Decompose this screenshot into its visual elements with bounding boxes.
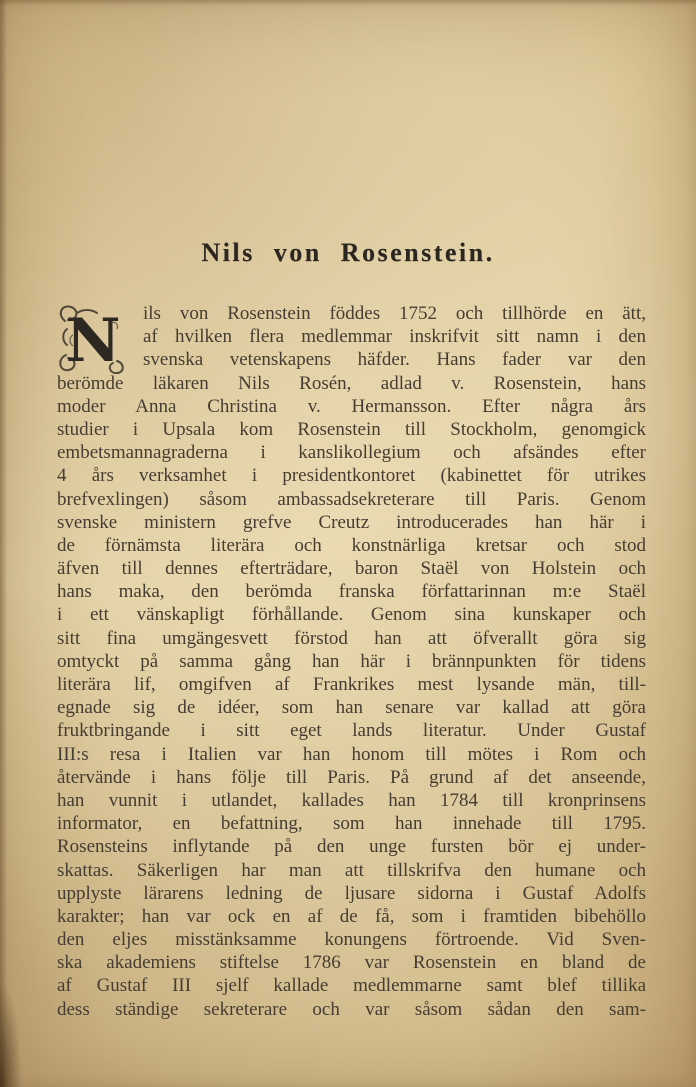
body-text <box>57 302 646 1021</box>
page-corner-shadow <box>0 977 22 1087</box>
text-line: literära lif, omgifven af Frankrikes mest lysande män, till- <box>57 674 646 695</box>
text-line: ska akademiens stiftelse 1786 var Rosenstein en bland de <box>57 952 646 974</box>
page-edge-shading-top <box>0 0 696 6</box>
text-line: brefvexlingen) såsom ambassadsekreterare till Paris. Genom <box>57 488 646 510</box>
text-line: karakter; han var ock en af de få, som i framtiden bibehöllo <box>57 905 646 927</box>
text-line: informator, en befattning, som han innehade till 1795. <box>57 813 646 835</box>
text-line: hans maka, den berömda franska författarinnan m:e Staël <box>57 581 646 603</box>
ornamental-initial-icon <box>53 299 133 379</box>
text-line: han vunnit i utlandet, kallades han 1784 till kronprinsens <box>57 789 646 811</box>
text-line: ils von Rosenstein föddes 1752 och tillhörde en ätt, <box>143 303 646 324</box>
text-line: återvände i hans följe till Paris. På grund af det anseende, <box>57 766 646 788</box>
svg-text:N: N <box>65 306 121 376</box>
paragraph <box>57 302 646 1021</box>
text-line: skattas. Säkerligen har man att tillskrifva den humane och <box>57 859 646 881</box>
text-line: äfven till dennes efterträdare, baron Staël von Holstein och <box>57 558 646 580</box>
text-line: svenske ministern grefve Creutz introducerades han här i <box>57 511 646 533</box>
text-line: dess ständige sekreterare och var såsom sådan den sam- <box>57 998 646 1020</box>
text-line: omtyckt på samma gång han här i brännpunkten för tidens <box>57 650 646 672</box>
text-line: berömde läkaren Nils Rosén, adlad v. Rosenstein, hans <box>57 372 646 394</box>
page-title: Nils von Rosenstein. <box>201 238 495 267</box>
text-line: Rosensteins inflytande på den unge fursten bör ej under- <box>57 836 646 858</box>
text-line: den eljes misstänksamme konungens förtroende. Vid Sven- <box>57 929 646 951</box>
text-line: fruktbringande i sitt eget lands literatur. Under Gustaf <box>57 720 646 742</box>
text-line: III:s resa i Italien var han honom till mötes i Rom och <box>57 743 646 765</box>
page-edge-shading-left <box>0 0 7 1087</box>
text-line: de förnämsta literära och konstnärliga kretsar och stod <box>57 534 646 556</box>
text-line: moder Anna Christina v. Hermansson. Efter några års <box>57 395 646 417</box>
text-line: af hvilken flera medlemmar inskrifvit sitt namn i den <box>143 326 646 348</box>
text-line: sitt fina umgängesvett förstod han att öfverallt göra sig <box>57 627 646 649</box>
text-line: upplyste lärarens ledning de ljusare sidorna i Gustaf Adolfs <box>57 882 646 904</box>
text-line: af Gustaf III sjelf kallade medlemmarne samt blef tillika <box>57 975 646 997</box>
text-line: egnade sig de idéer, som han senare var kallad att göra <box>57 697 646 719</box>
text-line: svenska vetenskapens häfder. Hans fader var den <box>143 349 646 371</box>
text-line: 4 års verksamhet i presidentkontoret (kabinettet för utrikes <box>57 465 646 487</box>
text-line: embetsmannagraderna i kanslikollegium och afsändes efter <box>57 442 646 464</box>
text-line: studier i Upsala kom Rosenstein till Stockholm, genomgick <box>57 418 646 440</box>
text-line: i ett vänskapligt förhållande. Genom sina kunskaper och <box>57 604 646 626</box>
